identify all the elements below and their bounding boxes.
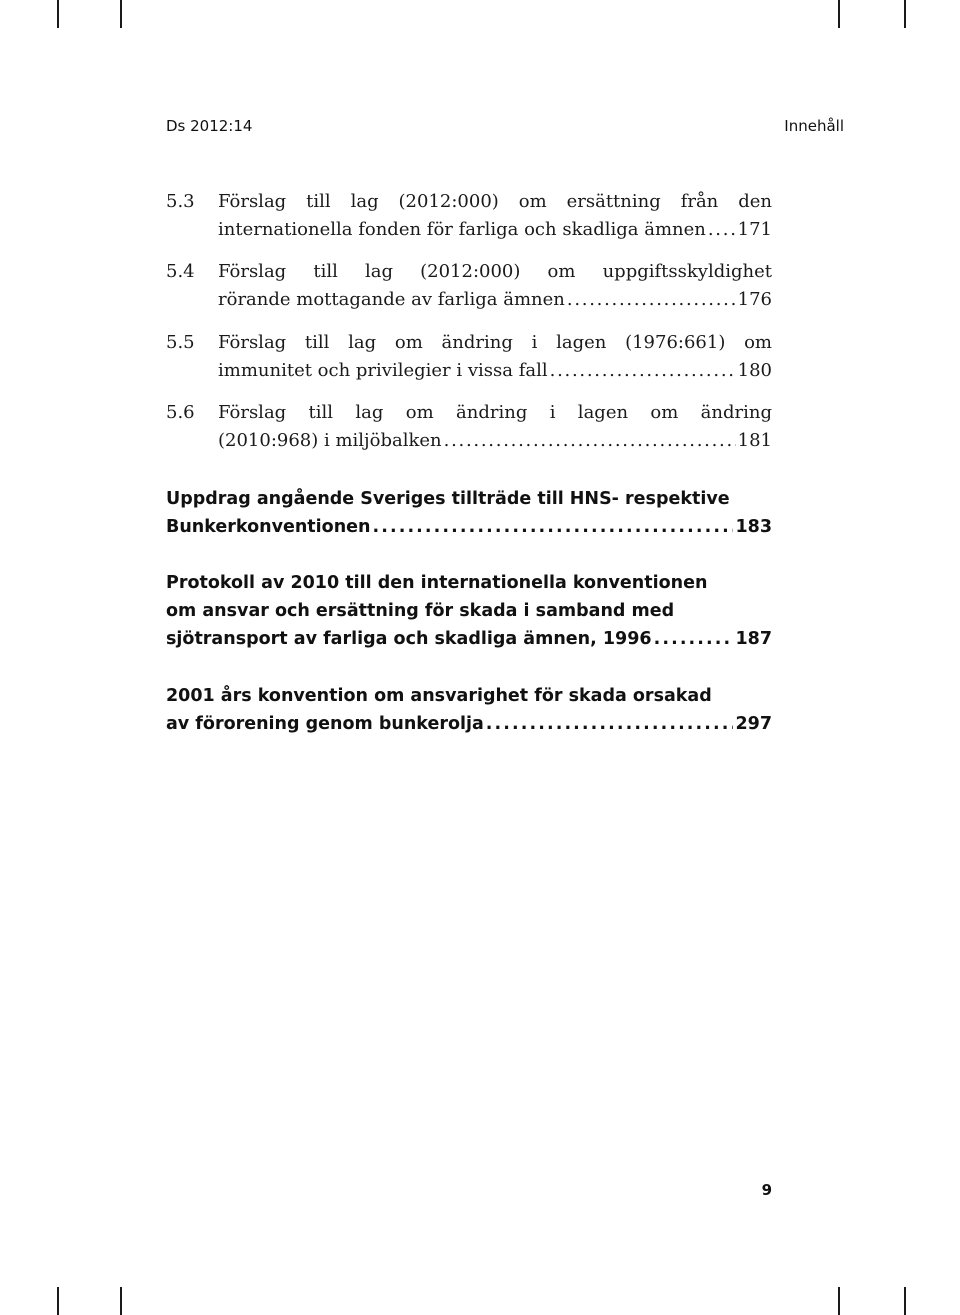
toc-entry-page: 181 (737, 430, 772, 451)
dot-leader (486, 710, 734, 738)
dot-leader (444, 427, 736, 455)
dot-leader (654, 625, 734, 653)
toc-entry-page: 180 (737, 360, 772, 381)
toc-entry-number: 5.3 (166, 191, 195, 212)
toc-chapter-title: sjötransport av farliga och skadliga ämnen, 1996 (166, 629, 652, 649)
toc-chapter-title: Bunkerkonventionen (166, 517, 371, 537)
running-header-right: Innehåll (784, 117, 844, 135)
dot-leader (372, 513, 733, 541)
crop-mark (57, 0, 59, 28)
dot-leader (708, 216, 736, 244)
crop-mark (904, 1287, 906, 1315)
toc-chapter-title: Uppdrag angående Sveriges tillträde till HNS- respektive (166, 489, 730, 509)
toc-chapter-page: 183 (735, 517, 772, 537)
toc-entry[interactable] (166, 399, 772, 455)
toc-chapter-title: 2001 års konvention om ansvarighet för skada orsakad (166, 686, 712, 706)
toc-entry-title: Förslag till lag (2012:000) om uppgiftsskyldighet (218, 261, 772, 282)
toc-entry-title: (2010:968) i miljöbalken (218, 430, 442, 451)
toc-entry[interactable] (166, 329, 772, 385)
toc-chapter-title: av förorening genom bunkerolja (166, 714, 484, 734)
toc-entry-number: 5.6 (166, 402, 195, 423)
crop-mark (120, 1287, 122, 1315)
toc-entry[interactable] (166, 258, 772, 314)
toc-chapter-page: 187 (735, 629, 772, 649)
page-number: 9 (761, 1181, 772, 1199)
crop-mark (838, 0, 840, 28)
toc-chapter-page: 297 (735, 714, 772, 734)
toc-entry-number: 5.5 (166, 332, 195, 353)
toc-chapter[interactable] (166, 485, 772, 541)
toc-chapter-title: om ansvar och ersättning för skada i samband med (166, 601, 675, 621)
toc-entry-title: Förslag till lag (2012:000) om ersättning från den (218, 191, 772, 212)
toc-entry-title: Förslag till lag om ändring i lagen om ändring (218, 402, 772, 423)
crop-mark (904, 0, 906, 28)
toc-entry-number: 5.4 (166, 261, 195, 282)
running-header-left: Ds 2012:14 (166, 117, 253, 135)
toc-entry-page: 171 (737, 219, 772, 240)
crop-mark (120, 0, 122, 28)
toc-entry-title: internationella fonden för farliga och skadliga ämnen (218, 219, 706, 240)
crop-mark (57, 1287, 59, 1315)
dot-leader (567, 286, 736, 314)
toc-entry-title: Förslag till lag om ändring i lagen (1976:661) om (218, 332, 772, 353)
dot-leader (550, 357, 736, 385)
crop-mark (838, 1287, 840, 1315)
toc-chapter[interactable] (166, 682, 772, 738)
toc-entry-title: rörande mottagande av farliga ämnen (218, 289, 565, 310)
toc-entry-title: immunitet och privilegier i vissa fall (218, 360, 548, 381)
toc-chapter-title: Protokoll av 2010 till den internationella konventionen (166, 573, 708, 593)
toc-chapter[interactable] (166, 569, 772, 653)
toc-entry-page: 176 (737, 289, 772, 310)
toc-entry[interactable] (166, 188, 772, 244)
